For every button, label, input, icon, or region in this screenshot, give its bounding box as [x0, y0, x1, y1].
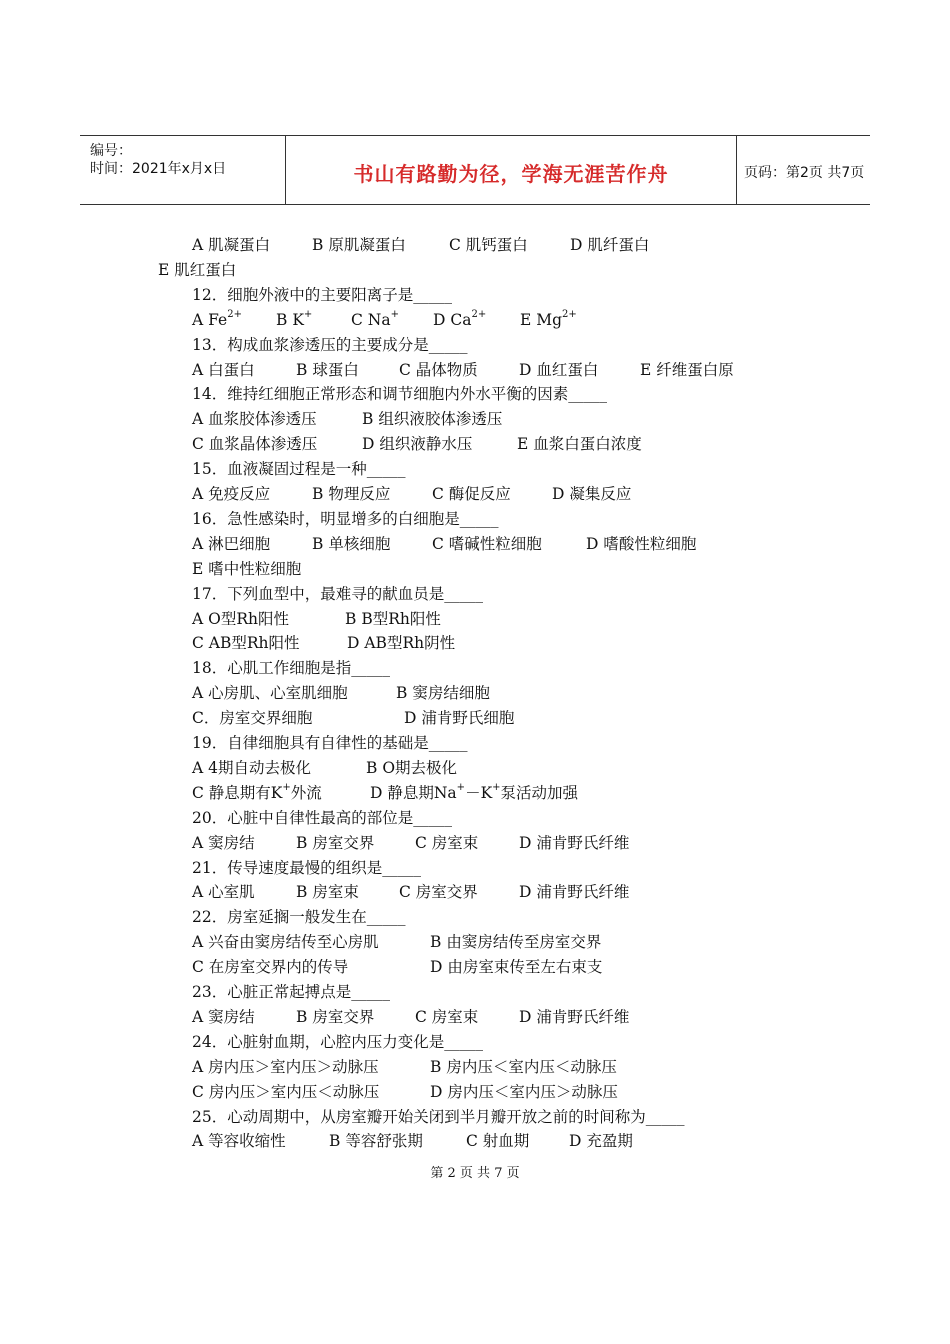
- options-row: [0, 1080, 950, 1105]
- answer-option: B 由窦房结传至房室交界: [430, 933, 602, 952]
- answer-option: D 浦肯野氏纤维: [519, 883, 630, 902]
- answer-option: A 窦房结: [192, 1007, 255, 1026]
- answer-option: B 等容舒张期: [329, 1132, 423, 1151]
- options-row: [0, 233, 950, 258]
- options-row: [0, 880, 950, 905]
- options-row: [0, 482, 950, 507]
- answer-option: C AB型Rh阳性: [192, 634, 300, 653]
- document-time-label: 时间：2021年x月x日: [90, 161, 227, 177]
- answer-option: B 球蛋白: [296, 360, 359, 379]
- options-row: [0, 1055, 950, 1080]
- options-row: [0, 308, 950, 333]
- header-motto-cell: [285, 136, 737, 204]
- answer-option: A 心房肌、心室肌细胞: [192, 684, 348, 703]
- answer-option: B 房室束: [296, 883, 359, 902]
- answer-option: E 血浆白蛋白浓度: [517, 435, 642, 454]
- answer-option: D 血红蛋白: [519, 360, 599, 379]
- options-row: [0, 407, 950, 432]
- answer-option: B 原肌凝蛋白: [312, 236, 406, 254]
- question-line: 24．心脏射血期，心腔内压力变化是_____: [192, 1032, 483, 1051]
- options-row: [0, 607, 950, 632]
- answer-option: A 等容收缩性: [192, 1132, 286, 1151]
- answer-option: A 4期自动去极化: [192, 758, 311, 777]
- answer-option: D 浦肯野氏纤维: [519, 833, 630, 852]
- options-row: [0, 831, 950, 856]
- charge-superscript: 2+: [471, 308, 487, 320]
- answer-option: C 在房室交界内的传导: [192, 958, 349, 977]
- answer-option: C．房室交界细胞: [192, 709, 313, 728]
- answer-option: D 充盈期: [569, 1132, 633, 1151]
- document-number-label: 编号：: [90, 143, 132, 159]
- answer-option: D 凝集反应: [552, 485, 632, 503]
- options-row: [0, 1129, 950, 1154]
- answer-option: B 物理反应: [312, 485, 391, 503]
- answer-option: E $Mg^{2+}$: [520, 308, 577, 329]
- answer-option: D 浦肯野氏细胞: [404, 709, 515, 728]
- answer-option: B 单核细胞: [312, 534, 391, 553]
- options-row: [0, 532, 950, 557]
- options-row: [0, 930, 950, 955]
- answer-option: B 房室交界: [296, 833, 375, 852]
- answer-option: D 组织液静水压: [362, 435, 473, 454]
- options-row: [0, 706, 950, 731]
- answer-option: B 房室交界: [296, 1007, 375, 1026]
- answer-option: C 房内压＞室内压＜动脉压: [192, 1082, 380, 1101]
- answer-option: C 房室束: [415, 1007, 479, 1026]
- answer-option: A 心室肌: [192, 883, 255, 902]
- answer-option: B 窦房结细胞: [396, 684, 490, 703]
- question-line: 25．心动周期中，从房室瓣开始关闭到半月瓣开放之前的时间称为_____: [192, 1107, 685, 1126]
- options-row: [0, 955, 950, 980]
- answer-option: C 射血期: [466, 1132, 530, 1151]
- header-motto: 书山有路勤为径，学海无涯苦作舟: [353, 162, 669, 186]
- header-meta: [80, 136, 285, 204]
- answer-option: D 浦肯野氏纤维: [519, 1007, 630, 1026]
- question-line: 23．心脏正常起搏点是_____: [192, 983, 390, 1001]
- answer-option: B O期去极化: [366, 758, 458, 777]
- answer-option: D 嗜酸性粒细胞: [586, 534, 697, 553]
- question-line: 22．房室延搁一般发生在_____: [192, 908, 406, 927]
- question-line: 16．急性感染时，明显增多的白细胞是_____: [192, 509, 499, 528]
- options-row: [0, 631, 950, 656]
- options-row: [0, 781, 950, 806]
- charge-superscript: 2+: [227, 308, 242, 320]
- answer-option: D 静息期Na+－K+泵活动加强: [370, 781, 579, 802]
- answer-option: C 房室交界: [399, 883, 478, 902]
- options-row: [0, 358, 950, 383]
- answer-option: A 房内压＞室内压＞动脉压: [192, 1057, 379, 1076]
- options-row: [0, 1005, 950, 1030]
- answer-option: C Na+: [351, 308, 399, 329]
- question-line: 19．自律细胞具有自律性的基础是_____: [192, 734, 468, 752]
- answer-option: D 房内压＜室内压＞动脉压: [430, 1082, 618, 1101]
- charge-superscript: 2+: [562, 308, 577, 320]
- answer-option: A O型Rh阳性: [192, 609, 289, 628]
- answer-option: D $Ca^{2+}$: [433, 308, 487, 329]
- question-line: 13．构成血浆渗透压的主要成分是_____: [192, 335, 468, 354]
- answer-option: B B型Rh阳性: [345, 609, 441, 628]
- question-line: 12．细胞外液中的主要阳离子是_____: [192, 285, 452, 304]
- options-row: [0, 756, 950, 781]
- answer-option: B 房内压＜室内压＜动脉压: [430, 1057, 617, 1076]
- charge-superscript: +: [390, 308, 399, 320]
- answer-option: C 嗜碱性粒细胞: [432, 534, 542, 553]
- question-line: E 肌红蛋白: [158, 260, 237, 279]
- answer-option: C 房室束: [415, 833, 479, 852]
- question-line: 15．血液凝固过程是一种_____: [192, 460, 406, 479]
- options-row: [0, 681, 950, 706]
- answer-option: A 血浆胶体渗透压: [192, 410, 317, 429]
- header-page-cell: [736, 136, 870, 204]
- charge-superscript: +: [303, 308, 313, 320]
- answer-option: A 兴奋由窦房结传至心房肌: [192, 933, 379, 952]
- page-footer: 第 2 页 共 7 页: [430, 1166, 520, 1181]
- answer-option: B 组织液胶体渗透压: [362, 410, 503, 429]
- answer-option: C 血浆晶体渗透压: [192, 435, 318, 454]
- answer-option: A 免疫反应: [192, 485, 271, 503]
- answer-option: E 纤维蛋白原: [640, 360, 734, 379]
- question-line: 14．维持红细胞正常形态和调节细胞内外水平衡的因素_____: [192, 385, 607, 404]
- answer-option: A 白蛋白: [192, 360, 255, 379]
- answer-option: C 肌钙蛋白: [449, 236, 528, 254]
- answer-option: D 肌纤蛋白: [570, 236, 650, 254]
- question-line: 18．心肌工作细胞是指_____: [192, 659, 390, 678]
- answer-option: C 静息期有K+外流: [192, 781, 322, 802]
- answer-option: C 酶促反应: [432, 485, 511, 503]
- header-page-info: 页码：第2页 共7页: [744, 165, 865, 181]
- answer-option: A $Fe^{2+}$: [192, 308, 242, 329]
- question-line: E 嗜中性粒细胞: [192, 559, 302, 578]
- answer-option: D 由房室束传至左右束支: [430, 958, 603, 977]
- options-row: [0, 432, 950, 457]
- answer-option: D AB型Rh阴性: [347, 634, 456, 653]
- question-line: 21．传导速度最慢的组织是_____: [192, 858, 421, 877]
- answer-option: B K+: [276, 308, 313, 329]
- answer-option: C 晶体物质: [399, 360, 478, 379]
- page-header: [80, 135, 870, 205]
- answer-option: A 肌凝蛋白: [192, 236, 271, 254]
- answer-option: A 窦房结: [192, 833, 255, 852]
- answer-option: A 淋巴细胞: [192, 534, 271, 553]
- question-line: 17．下列血型中，最难寻的献血员是_____: [192, 584, 483, 603]
- question-line: 20．心脏中自律性最高的部位是_____: [192, 808, 452, 827]
